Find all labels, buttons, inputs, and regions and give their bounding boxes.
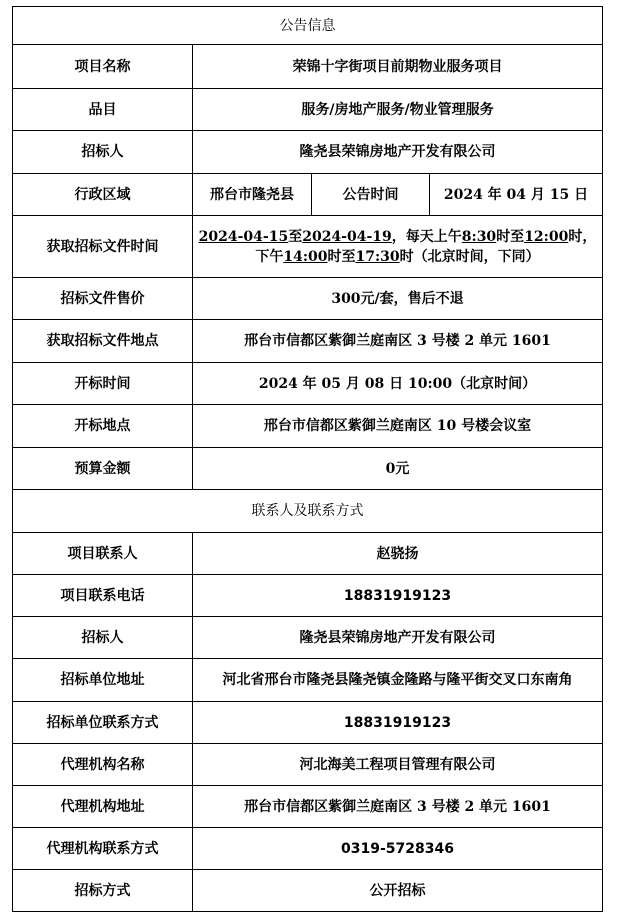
doc-start-date: 2024-04-15	[198, 228, 289, 245]
doc-pm-prefix: 时，下午	[255, 228, 597, 265]
value-open-location: 邢台市信都区紫御兰庭南区 10 号楼会议室	[193, 405, 603, 448]
label-category: 品目	[13, 89, 193, 131]
value-announcement-date: 2024 年 04 月 15 日	[430, 174, 603, 216]
row-category	[13, 89, 603, 131]
doc-end-date: 2024-04-19	[302, 228, 392, 245]
value-doc-location: 邢台市信都区紫御兰庭南区 3 号楼 2 单元 1601	[193, 320, 603, 363]
contact-label: 招标人	[13, 617, 193, 659]
doc-time-suffix: 时（北京时间，下同）	[399, 248, 540, 265]
row-region	[13, 174, 603, 216]
doc-pm-start: 14:00	[283, 248, 328, 265]
label-project-name: 项目名称	[13, 45, 193, 89]
label-region: 行政区域	[13, 174, 193, 216]
row-doc-price	[13, 278, 603, 320]
label-budget: 预算金额	[13, 448, 193, 490]
contact-label: 代理机构联系方式	[13, 828, 193, 870]
contact-value: 邢台市信都区紫御兰庭南区 3 号楼 2 单元 1601	[193, 786, 603, 828]
row-budget	[13, 448, 603, 490]
row-open-time	[13, 363, 603, 405]
contact-value: 河北省邢台市隆尧县隆尧镇金隆路与隆平街交叉口东南角	[193, 659, 603, 702]
contact-row	[13, 744, 603, 786]
doc-to-text: 至	[288, 228, 303, 245]
contact-row	[13, 659, 603, 702]
contact-value: 18831919123	[193, 702, 603, 744]
row-doc-location	[13, 320, 603, 363]
value-budget: 0元	[193, 448, 603, 490]
label-doc-location: 获取招标文件地点	[13, 320, 193, 363]
contact-label: 项目联系人	[13, 533, 193, 575]
doc-pm-end: 17:30	[355, 248, 400, 265]
contact-row	[13, 617, 603, 659]
doc-pm-to-text: 时至	[327, 248, 356, 265]
contact-label: 代理机构名称	[13, 744, 193, 786]
label-doc-price: 招标文件售价	[13, 278, 193, 320]
contact-value: 河北海美工程项目管理有限公司	[193, 744, 603, 786]
label-doc-time: 获取招标文件时间	[13, 216, 193, 278]
contact-value: 0319-5728346	[193, 828, 603, 870]
row-doc-time	[13, 216, 603, 278]
label-tenderer: 招标人	[13, 131, 193, 174]
value-doc-price: 300元/套，售后不退	[193, 278, 603, 320]
contacts-body	[13, 533, 603, 912]
doc-am-start: 8:30	[461, 228, 497, 245]
label-open-location: 开标地点	[13, 405, 193, 448]
section-header-row	[13, 490, 603, 533]
contact-row	[13, 828, 603, 870]
value-open-time: 2024 年 05 月 08 日 10:00（北京时间）	[193, 363, 603, 405]
value-doc-time	[193, 216, 603, 278]
doc-daily-text: ，每天上午	[391, 228, 462, 245]
contact-row	[13, 870, 603, 912]
label-open-time: 开标时间	[13, 363, 193, 405]
contact-row	[13, 786, 603, 828]
contact-row	[13, 702, 603, 744]
label-announcement-date: 公告时间	[312, 174, 430, 216]
value-category: 服务/房地产服务/物业管理服务	[193, 89, 603, 131]
contact-label: 招标单位地址	[13, 659, 193, 702]
contact-label: 代理机构地址	[13, 786, 193, 828]
section-header-row	[13, 7, 603, 45]
doc-am-end: 12:00	[524, 228, 569, 245]
row-open-location	[13, 405, 603, 448]
contact-row	[13, 533, 603, 575]
contact-label: 招标方式	[13, 870, 193, 912]
section-title-contacts: 联系人及联系方式	[13, 490, 603, 533]
row-tenderer	[13, 131, 603, 174]
value-tenderer: 隆尧县荣锦房地产开发有限公司	[193, 131, 603, 174]
doc-am-to-text: 时至	[496, 228, 525, 245]
value-project-name: 荣锦十字街项目前期物业服务项目	[193, 45, 603, 89]
section-title-announcement: 公告信息	[13, 7, 603, 45]
value-region: 邢台市隆尧县	[193, 174, 312, 216]
contact-row	[13, 575, 603, 617]
contact-label: 项目联系电话	[13, 575, 193, 617]
contact-value: 公开招标	[193, 870, 603, 912]
contact-label: 招标单位联系方式	[13, 702, 193, 744]
contact-value: 赵骁扬	[193, 533, 603, 575]
contact-value: 18831919123	[193, 575, 603, 617]
contact-value: 隆尧县荣锦房地产开发有限公司	[193, 617, 603, 659]
notice-table	[12, 6, 603, 912]
row-project-name	[13, 45, 603, 89]
